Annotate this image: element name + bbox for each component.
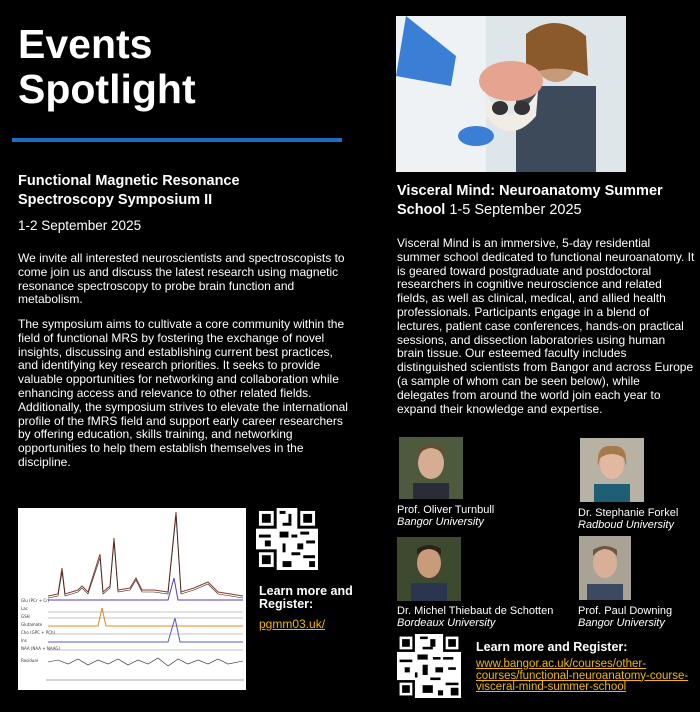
- page-title: [18, 22, 318, 112]
- spectrum-label: Glutamate: [21, 622, 43, 627]
- faculty-institution: Bordeaux University: [397, 617, 496, 629]
- spectrum-label: NAA (NAA + NAAG): [21, 646, 61, 651]
- spectrum-component-purple: [48, 578, 243, 600]
- spectrum-label: Lac: [21, 606, 28, 611]
- faculty-institution: Radboud University: [578, 519, 674, 531]
- neuroanatomy-photo: [396, 16, 626, 172]
- faculty-name: Dr. Michel Thiebaut de Schotten: [397, 605, 554, 617]
- mrs-spectrum-figure: [18, 508, 246, 690]
- event2-learn-more-label: Learn more and Register:: [476, 640, 628, 654]
- avatar-paul-downing: [579, 536, 631, 600]
- event2-description: Visceral Mind is an immersive, 5-day residential summer school dedicated to functional neuroanatomy. It is geared toward postgraduate and postdoctoral researchers in cognitive neuroscience and related fields, as well as clinical, medical, and allied health professionals. Participants engage in a blend of lectures, patient case conferences, hands-on practical sessions, and dissection laboratories using human brain tissue. Our esteemed faculty includes distinguished scientists from Bangor and across Europe (a sample of whom can be seen below), while delegates from around the world join each year to expand their knowledge and expertise.: [397, 236, 695, 416]
- qr-code-fmrs[interactable]: [256, 508, 318, 570]
- avatar-stephanie-forkel: [580, 438, 644, 502]
- event1-title: Functional Magnetic Resonance Spectroscopy Symposium II: [18, 173, 240, 208]
- spectrum-fit-line: [48, 512, 243, 596]
- title-line-1: Events: [18, 21, 153, 67]
- event1-paragraph-2: The symposium aims to cultivate a core community within the field of functional MRS by fostering the exchange of novel insights, discussing and establishing current best practices, and identifying key research priorities. It seeks to provide valuable opportunities for networking and collaboration while enhancing access and relevance to other related fields. Additionally, the symposium strives to elevate the international profile of the fMRS field and support early career researchers by offering education, skills training, and networking opportunities to help them establish themselves in the discipline.: [18, 317, 348, 469]
- faculty-name: Prof. Paul Downing: [578, 605, 673, 617]
- event1-learn-more-label: Learn more and Register:: [259, 584, 353, 611]
- spectrum-label: Residual: [21, 658, 38, 663]
- avatar-michel-thiebaut-de-schotten: [397, 537, 461, 601]
- spectrum-label: Glu (PCr + Cr): [21, 598, 50, 603]
- spectrum-component-blue: [48, 618, 243, 642]
- spectrum-component-orange: [48, 608, 243, 626]
- event1-register-link[interactable]: pgmm03.uk/: [259, 617, 326, 631]
- spectrum-data-line: [48, 516, 243, 598]
- faculty-name: Dr. Stephanie Forkel: [578, 507, 679, 519]
- event2-title: [397, 182, 697, 220]
- spectrum-label: GSH: [21, 614, 30, 619]
- avatar-oliver-turnbull: [399, 437, 463, 499]
- qr-code-visceral-mind[interactable]: [397, 634, 461, 698]
- title-divider: [12, 138, 342, 142]
- faculty-name: Prof. Oliver Turnbull: [397, 504, 495, 516]
- event1-date: 1-2 September 2025: [18, 218, 142, 233]
- faculty-institution: Bangor University: [397, 516, 484, 528]
- faculty-institution: Bangor University: [578, 617, 665, 629]
- event1-paragraph-1: We invite all interested neuroscientists and spectroscopists to come join us and discuss the latest research using magnetic resonance spectroscopy to probe brain function and metabolism.: [18, 251, 345, 307]
- event2-date: 1-5 September 2025: [445, 202, 582, 218]
- spectrum-label: Cho (GPC + PCh): [21, 630, 56, 635]
- title-line-2: Spotlight: [18, 66, 196, 112]
- event2-register-link[interactable]: www.bangor.ac.uk/courses/other-courses/functional-neuroanatomy-course-visceral-mind-summer-school: [476, 658, 689, 693]
- spectrum-component-gray: [48, 612, 243, 650]
- event2-title-bold: Visceral Mind: Neuroanatomy Summer School: [397, 183, 663, 218]
- spectrum-residual: [48, 658, 243, 666]
- spectrum-label: Ins: [21, 638, 27, 643]
